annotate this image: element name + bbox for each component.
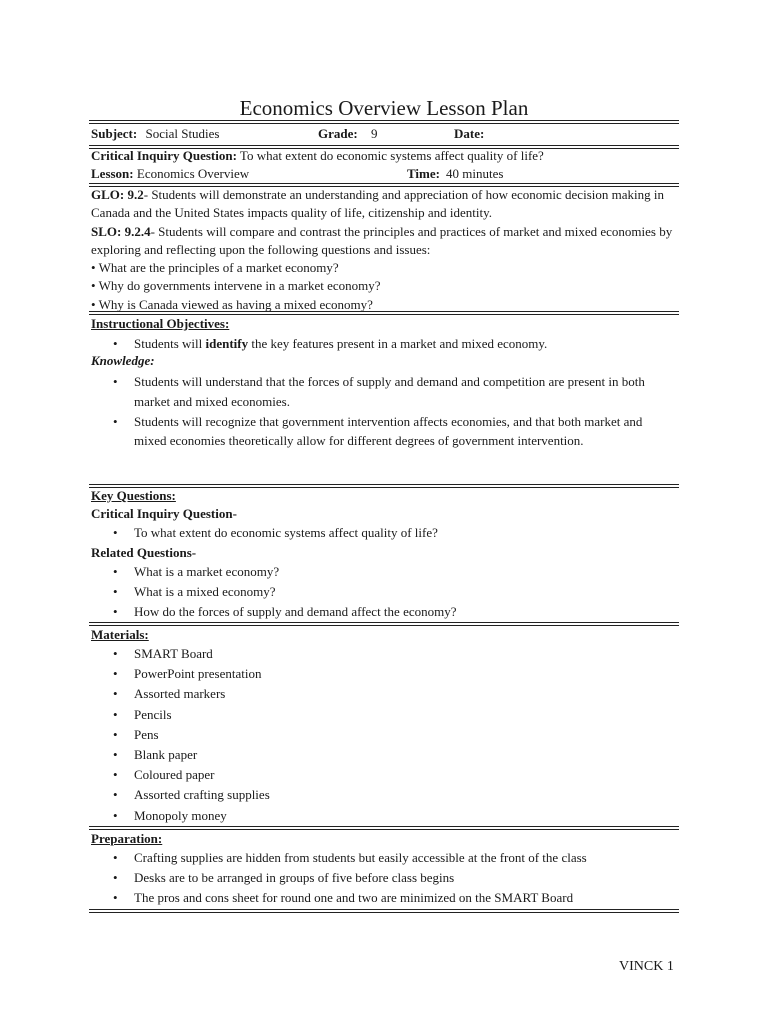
knowledge-heading: Knowledge: bbox=[91, 353, 155, 368]
divider bbox=[89, 909, 679, 913]
subject-value: Social Studies bbox=[145, 126, 220, 141]
glo-label: GLO: 9.2 bbox=[91, 187, 144, 202]
list-item: • Assorted crafting supplies bbox=[89, 785, 649, 805]
objective-text: the key features present in a market and mixed economy. bbox=[248, 336, 548, 351]
objectives-heading: Instructional Objectives: bbox=[91, 316, 230, 331]
preparation-list bbox=[89, 848, 679, 907]
objective-keyword: identify bbox=[205, 336, 249, 351]
grade-label: Grade: bbox=[318, 126, 358, 141]
knowledge-list bbox=[89, 372, 649, 451]
time-label: Time: bbox=[407, 166, 440, 181]
date-label: Date: bbox=[454, 126, 485, 141]
materials-heading: Materials: bbox=[91, 627, 149, 642]
list-item: • What is a market economy? bbox=[89, 562, 649, 582]
glo-paragraph bbox=[91, 186, 679, 223]
time-value: 40 minutes bbox=[446, 166, 504, 181]
slo-question: • What are the principles of a market economy? bbox=[91, 260, 339, 276]
objectives-section bbox=[91, 315, 679, 333]
objectives-list bbox=[89, 334, 649, 354]
list-item: • Assorted markers bbox=[89, 684, 649, 704]
list-item: • How do the forces of supply and demand affect the economy? bbox=[89, 602, 649, 622]
preparation-section bbox=[91, 830, 679, 848]
divider bbox=[89, 120, 679, 124]
page-footer: VINCK 1 bbox=[619, 959, 674, 974]
slo-question: • Why do governments intervene in a market economy? bbox=[91, 278, 381, 294]
list-item: • To what extent do economic systems affect quality of life? bbox=[89, 523, 649, 543]
list-item: • Students will recognize that government intervention affects economies, and that both market and mixed economies theoretically allow for different degrees of government intervention. bbox=[89, 412, 649, 452]
related-list bbox=[89, 562, 649, 621]
list-item: • PowerPoint presentation bbox=[89, 664, 649, 684]
subject-label: Subject: bbox=[91, 126, 138, 141]
list-item: • The pros and cons sheet for round one and two are minimized on the SMART Board bbox=[89, 888, 679, 908]
list-item: • Blank paper bbox=[89, 745, 649, 765]
header-row-ciq bbox=[91, 147, 679, 165]
list-item: • Monopoly money bbox=[89, 806, 649, 826]
outcomes-block bbox=[91, 186, 679, 314]
materials-section bbox=[91, 626, 679, 644]
slo-label: SLO: 9.2.4 bbox=[91, 223, 151, 239]
slo-question: • Why is Canada viewed as having a mixed economy? bbox=[91, 296, 373, 312]
list-item: • What is a mixed economy? bbox=[89, 582, 649, 602]
grade-value: 9 bbox=[371, 126, 378, 141]
key-questions-heading: Key Questions: bbox=[91, 488, 176, 503]
slo-paragraph bbox=[91, 223, 679, 260]
key-ciq-list bbox=[89, 523, 649, 543]
preparation-heading: Preparation: bbox=[91, 831, 163, 846]
related-questions-section: Related Questions- bbox=[91, 545, 197, 560]
ciq-label: Critical Inquiry Question: bbox=[91, 148, 237, 163]
key-questions-section: Key Questions: Critical Inquiry Question- bbox=[91, 488, 237, 522]
materials-list bbox=[89, 644, 649, 826]
key-ciq-heading: Critical Inquiry Question bbox=[91, 506, 233, 522]
list-item: • Pens bbox=[89, 725, 649, 745]
list-item: • Students will understand that the forces of supply and demand and competition are present in both market and mixed economies. bbox=[89, 372, 649, 412]
lesson-value: Economics Overview bbox=[136, 166, 250, 181]
list-item: • Coloured paper bbox=[89, 765, 649, 785]
slo-text: - Students will compare and contrast the principles and practices of market and mixed economies by exploring and reflecting upon the following questions and issues: bbox=[91, 223, 673, 257]
lesson-label: Lesson: bbox=[91, 166, 134, 181]
objective-text: Students will bbox=[134, 336, 206, 351]
list-item bbox=[89, 334, 649, 354]
header-row-subject bbox=[91, 125, 679, 143]
page-title: Economics Overview Lesson Plan bbox=[239, 96, 529, 120]
related-heading: Related Questions bbox=[91, 545, 192, 560]
glo-text: - Students will demonstrate an understanding and appreciation of how economic decision making in Canada and the United States impacts quality of life, citizenship and identity. bbox=[91, 187, 664, 221]
header-row-lesson bbox=[91, 165, 679, 183]
list-item: • SMART Board bbox=[89, 644, 649, 664]
list-item: • Crafting supplies are hidden from students but easily accessible at the front of the class bbox=[89, 848, 679, 868]
list-item: • Pencils bbox=[89, 705, 649, 725]
ciq-value: To what extent do economic systems affect quality of life? bbox=[239, 148, 544, 163]
knowledge-section bbox=[91, 352, 679, 370]
list-item: • Desks are to be arranged in groups of five before class begins bbox=[89, 868, 679, 888]
